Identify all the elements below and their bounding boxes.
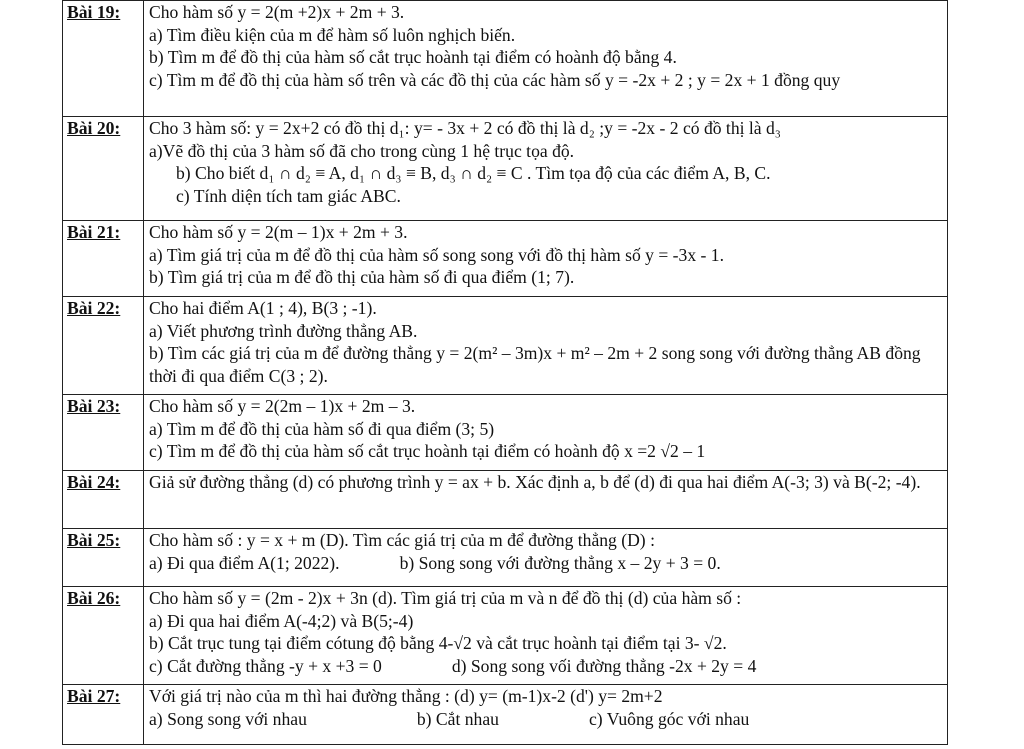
exercise-label: Bài 24: <box>63 471 144 529</box>
exercise-line: a) Tìm điều kiện của m để hàm số luôn nghịch biến. <box>149 24 516 45</box>
exercise-line: a) Đi qua hai điểm A(-4;2) và B(5;-4) <box>149 610 414 631</box>
exercise-part: b) Song song với đường thẳng x – 2y + 3 = 0. <box>399 552 721 573</box>
exercise-line: c) Tìm m để đồ thị của hàm số cắt trục hoành tại điểm có hoành độ x =2 √2 – 1 <box>149 441 706 462</box>
exercise-line: Cho hai điểm A(1 ; 4), B(3 ; -1). <box>149 298 377 318</box>
exercise-row-27 <box>63 685 948 745</box>
exercise-line: Cho hàm số : y = x + m (D). Tìm các giá trị của m để đường thẳng (D) : <box>149 530 655 550</box>
exercise-label: Bài 25: <box>63 529 144 587</box>
exercise-line: b) Tìm m để đồ thị của hàm số cắt trục hoành tại điểm có hoành độ bằng 4. <box>149 47 677 68</box>
exercise-label: Bài 26: <box>63 587 144 685</box>
exercise-label: Bài 21: <box>63 221 144 297</box>
exercise-line <box>149 552 945 575</box>
exercise-label: Bài 20: <box>63 117 144 221</box>
exercise-label: Bài 23: <box>63 395 144 471</box>
exercise-line: b) Cắt trục tung tại điểm cótung độ bằng 4-√2 và cắt trục hoành tại điểm tại 3- √2. <box>149 633 727 654</box>
exercise-line: c) Tìm m để đồ thị của hàm số trên và các đồ thị của các hàm số y = -2x + 2 ; y = 2x + 1 đồng quy <box>149 69 841 90</box>
exercise-line: Cho hàm số y = 2(m – 1)x + 2m + 3. <box>149 222 408 242</box>
exercise-line: a) Viết phương trình đường thẳng AB. <box>149 320 418 341</box>
exercise-table <box>62 0 948 745</box>
exercise-line: a) Tìm giá trị của m để đồ thị của hàm số song song với đồ thị hàm số y = -3x - 1. <box>149 244 724 265</box>
exercise-line: c) Tính diện tích tam giác ABC. <box>176 185 401 206</box>
exercise-part: b) Cắt nhau <box>416 708 499 729</box>
exercise-label: Bài 22: <box>63 297 144 395</box>
exercise-content <box>144 529 948 587</box>
exercise-line: a) Tìm m để đồ thị của hàm số đi qua điểm (3; 5) <box>149 418 495 439</box>
exercise-line: b) Cho biết d₁ ∩ d₂ ≡ A, d₁ ∩ d₃ ≡ B, d₃ ∩ d₂ ≡ C . Tìm tọa độ của các điểm A, B, C. <box>176 163 771 184</box>
exercise-row-25 <box>63 529 948 587</box>
exercise-row-26 <box>63 587 948 685</box>
exercise-line: b) Tìm các giá trị của m để đường thẳng y = 2(m² – 3m)x + m² – 2m + 2 song song với đường thẳng AB đồng thời đi qua điểm C(3 ; 2). <box>149 343 921 386</box>
exercise-row-21 <box>63 221 948 297</box>
exercise-part: c) Vuông góc với nhau <box>588 708 750 729</box>
exercise-row-19 <box>63 1 948 117</box>
exercise-content <box>144 297 948 395</box>
exercise-content <box>144 471 948 529</box>
exercise-row-22 <box>63 297 948 395</box>
exercise-line: a)Vẽ đồ thị của 3 hàm số đã cho trong cùng 1 hệ trục tọa độ. <box>149 140 575 161</box>
exercise-line: Cho hàm số y = 2(2m – 1)x + 2m – 3. <box>149 396 416 416</box>
exercise-line: Với giá trị nào của m thì hai đường thẳng : (d) y= (m-1)x-2 (d') y= 2m+2 <box>149 686 663 706</box>
exercise-content <box>144 1 948 117</box>
exercise-content <box>144 685 948 745</box>
exercise-part: c) Cắt đường thẳng -y + x +3 = 0 <box>149 655 382 676</box>
exercise-line: Cho hàm số y = (2m - 2)x + 3n (d). Tìm giá trị của m và n để đồ thị (d) của hàm số : <box>149 588 742 608</box>
exercise-content <box>144 117 948 221</box>
exercise-line <box>149 655 945 678</box>
exercise-part: a) Song song với nhau <box>149 708 307 729</box>
exercise-row-23 <box>63 395 948 471</box>
exercise-line: Giả sử đường thẳng (d) có phương trình y = ax + b. Xác định a, b để (d) đi qua hai điểm A(-3; 3) và B(-2; -4). <box>149 472 921 492</box>
exercise-label: Bài 19: <box>63 1 144 117</box>
exercise-line: Cho 3 hàm số: y = 2x+2 có đồ thị d₁: y= - 3x + 2 có đồ thị là d₂ ;y = -2x - 2 có đồ thị là d₃ <box>149 118 781 138</box>
exercise-line <box>149 708 945 731</box>
exercise-row-20 <box>63 117 948 221</box>
exercise-line: b) Tìm giá trị của m để đồ thị của hàm số đi qua điểm (1; 7). <box>149 267 575 288</box>
exercise-label: Bài 27: <box>63 685 144 745</box>
exercise-line: Cho hàm số y = 2(m +2)x + 2m + 3. <box>149 2 405 22</box>
exercise-part: a) Đi qua điểm A(1; 2022). <box>149 552 340 573</box>
exercise-content <box>144 395 948 471</box>
exercise-content <box>144 221 948 297</box>
exercise-row-24 <box>63 471 948 529</box>
exercise-content <box>144 587 948 685</box>
exercise-part: d) Song song vối đường thẳng -2x + 2y = 4 <box>451 655 757 676</box>
